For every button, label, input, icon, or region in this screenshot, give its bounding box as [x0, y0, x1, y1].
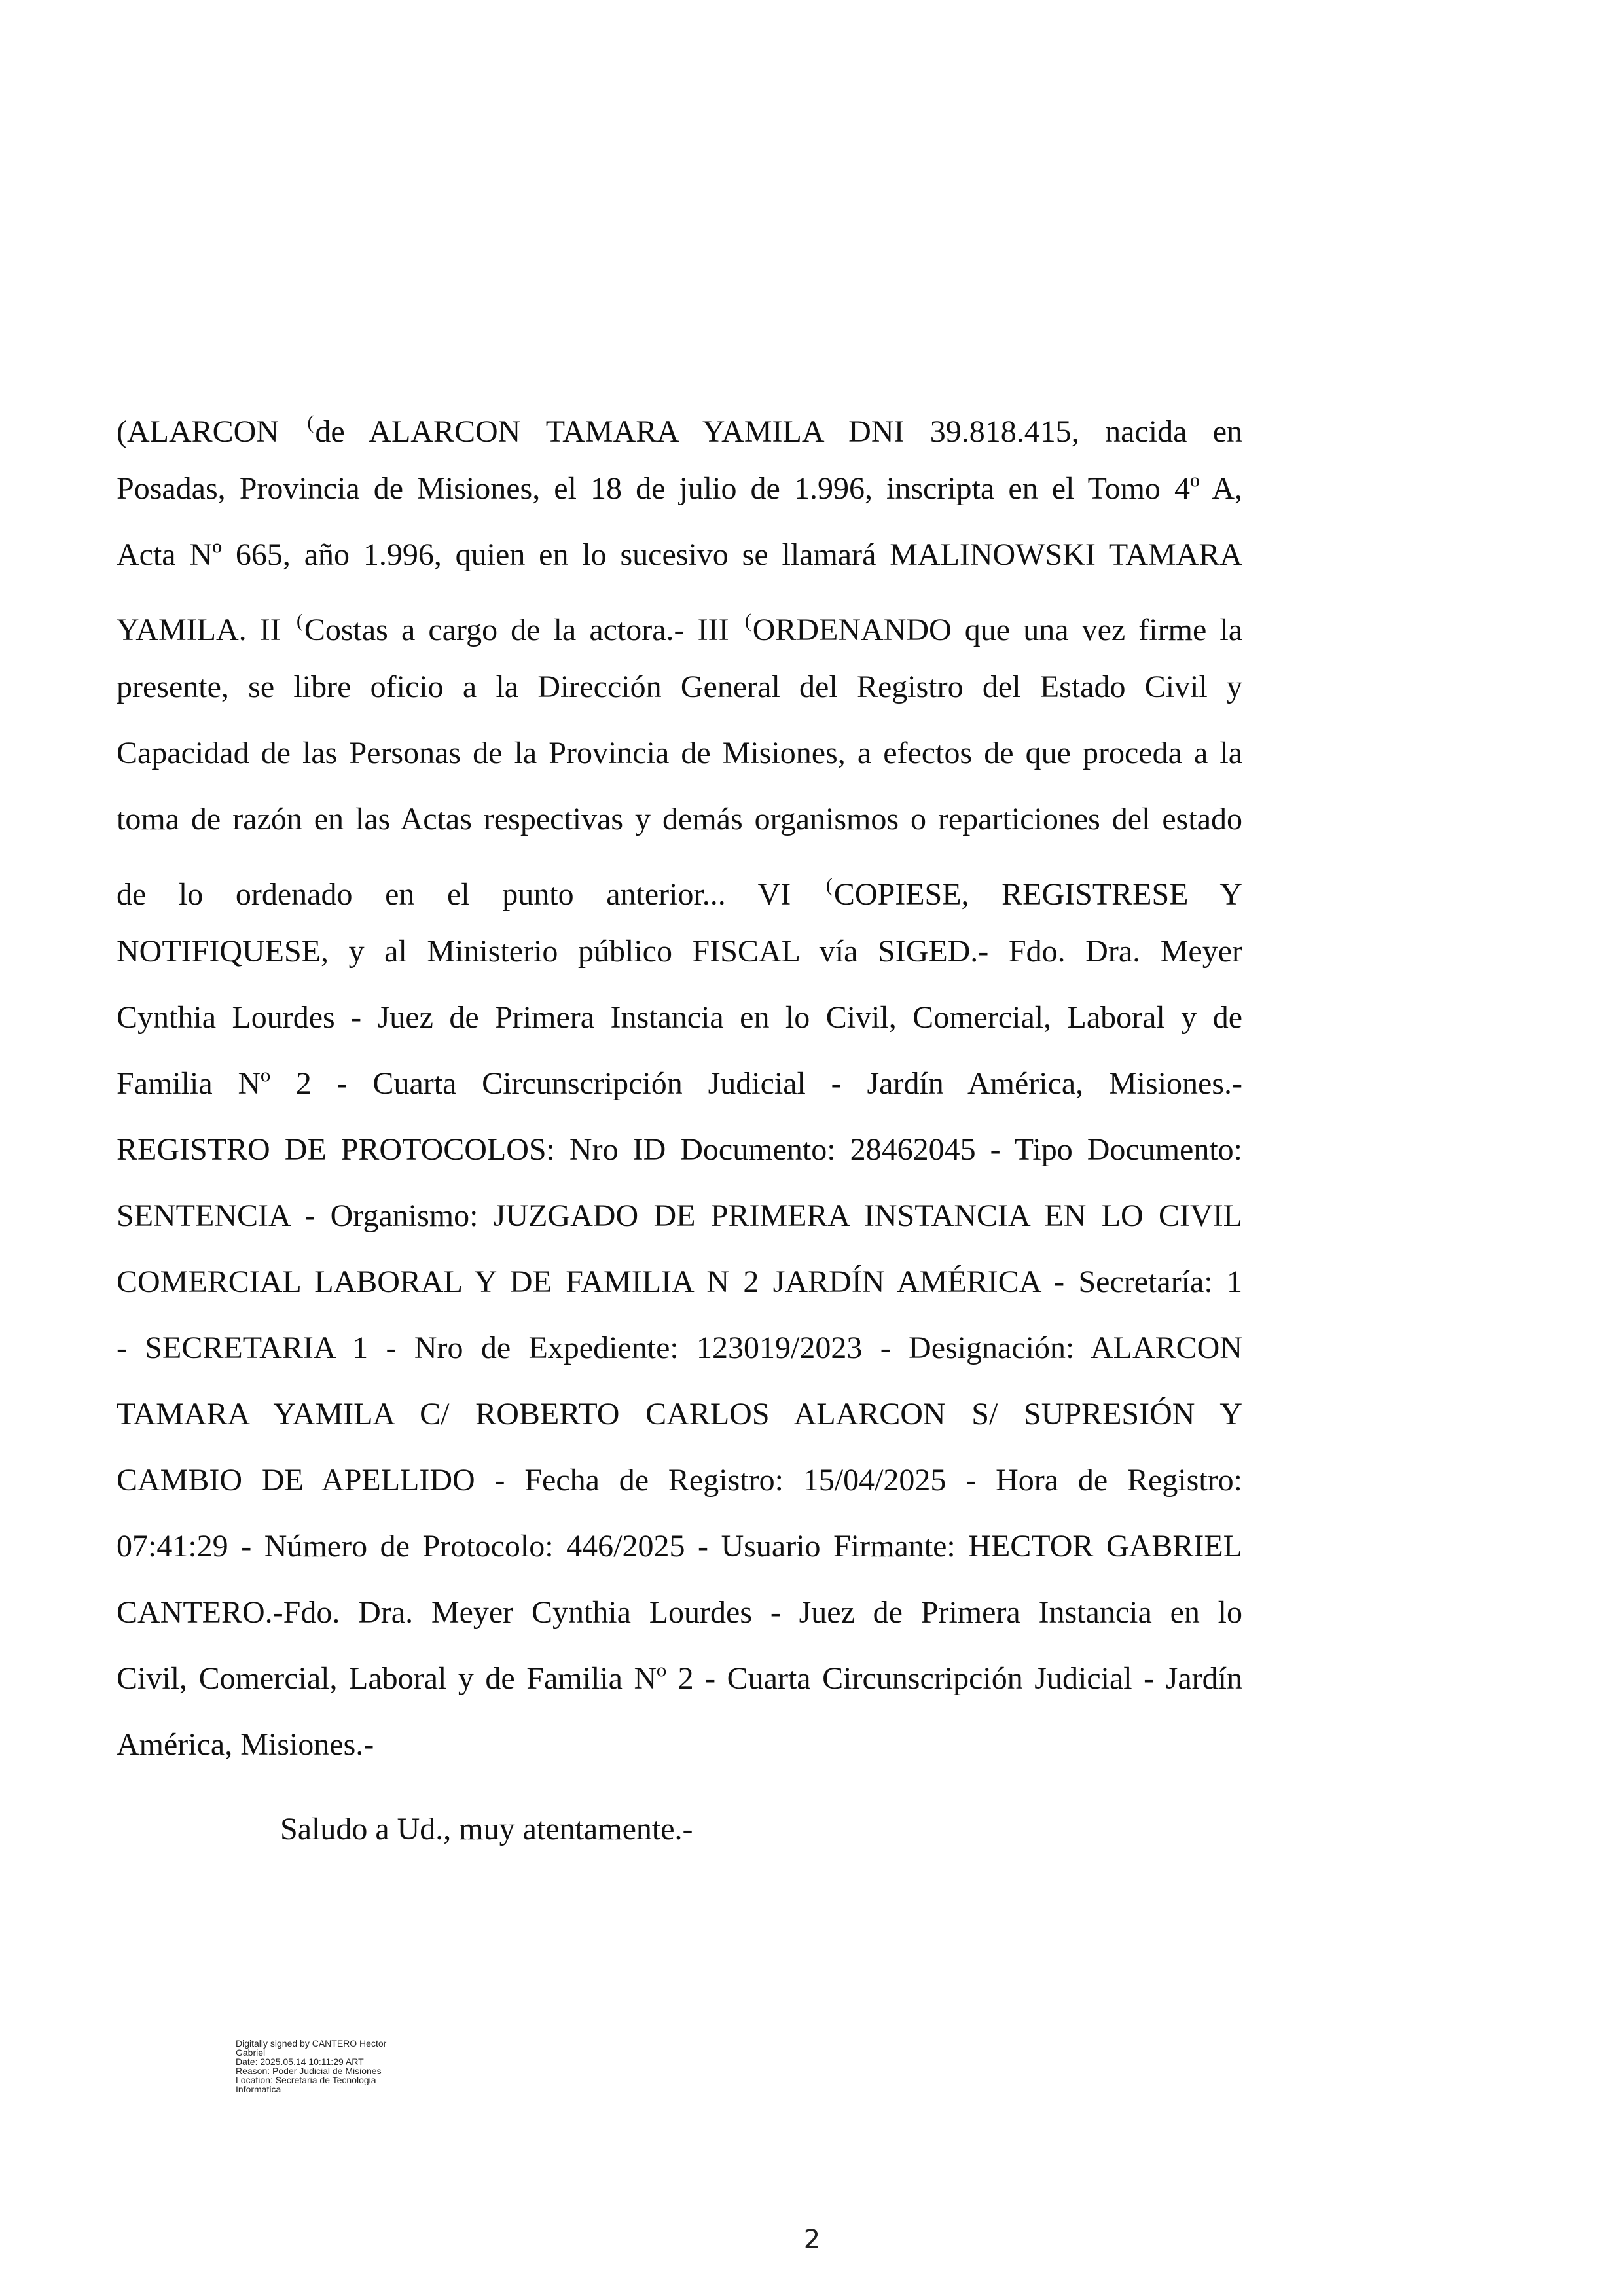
body-line-8	[117, 852, 1242, 918]
body-line-21	[117, 1712, 1242, 1778]
body-line-20-text: Civil, Comercial, Laboral y de Familia Nº 2 - Cuarta Circunscripción Judicial - Jardín	[117, 1661, 1242, 1696]
body-line-11-text: Familia Nº 2 - Cuarta Circunscripción Judicial - Jardín América, Misiones.-	[117, 1066, 1242, 1101]
body-line-8-text-a: de lo ordenado en el punto anterior... VI	[117, 877, 823, 912]
body-line-10	[117, 984, 1242, 1050]
body-line-19-text: CANTERO.-Fdo. Dra. Meyer Cynthia Lourdes - Juez de Primera Instancia en lo	[117, 1595, 1242, 1630]
body-line-14-text: COMERCIAL LABORAL Y DE FAMILIA N 2 JARDÍN AMÉRICA - Secretaría: 1	[117, 1265, 1242, 1299]
body-line-8-superscript-paren: (	[825, 874, 833, 896]
body-line-6	[117, 720, 1242, 786]
body-line-20	[117, 1645, 1242, 1712]
body-line-9	[117, 918, 1242, 984]
body-line-11	[117, 1050, 1242, 1117]
body-line-16-text: TAMARA YAMILA C/ ROBERTO CARLOS ALARCON S/ SUPRESIÓN Y	[117, 1397, 1242, 1431]
signature-line-1: Digitally signed by CANTERO Hector	[236, 2038, 387, 2049]
body-line-15	[117, 1315, 1242, 1381]
body-line-14	[117, 1249, 1242, 1315]
body-line-21-text: América, Misiones.-	[117, 1727, 374, 1762]
body-line-1-text-a: (ALARCON	[117, 414, 305, 449]
body-line-4	[117, 588, 1242, 654]
signature-line-3: Date: 2025.05.14 10:11:29 ART	[236, 2056, 364, 2067]
body-line-2-text: Posadas, Provincia de Misiones, el 18 de julio de 1.996, inscripta en el Tomo 4º A,	[117, 471, 1242, 506]
signature-line-6: Informatica	[236, 2084, 281, 2094]
body-line-7-text: toma de razón en las Actas respectivas y demás organismos o reparticiones del estado	[117, 802, 1242, 836]
body-line-17-text: CAMBIO DE APELLIDO - Fecha de Registro: 15/04/2025 - Hora de Registro:	[117, 1463, 1242, 1498]
body-line-9-text: NOTIFIQUESE, y al Ministerio público FISCAL vía SIGED.- Fdo. Dra. Meyer	[117, 934, 1242, 969]
body-line-6-text: Capacidad de las Personas de la Provincia de Misiones, a efectos de que proceda a la	[117, 736, 1242, 770]
body-line-4-superscript-paren-a: (	[296, 610, 303, 632]
body-line-15-text: - SECRETARIA 1 - Nro de Expediente: 123019/2023 - Designación: ALARCON	[117, 1331, 1242, 1365]
closing-salutation: Saludo a Ud., muy atentamente.-	[280, 1812, 693, 1846]
document-body	[117, 389, 1242, 1778]
body-line-5-text: presente, se libre oficio a la Dirección General del Registro del Estado Civil y	[117, 670, 1242, 704]
body-line-8-text-b: COPIESE, REGISTRESE Y	[833, 877, 1242, 912]
body-line-4-text-b: Costas a cargo de la actora.- III	[304, 613, 742, 647]
page-number: 2	[803, 2225, 821, 2255]
body-line-13-text: SENTENCIA - Organismo: JUZGADO DE PRIMERA INSTANCIA EN LO CIVIL	[117, 1198, 1242, 1233]
body-line-3	[117, 522, 1242, 588]
body-line-12	[117, 1117, 1242, 1183]
body-line-16	[117, 1381, 1242, 1447]
body-line-5	[117, 654, 1242, 720]
body-line-12-text: REGISTRO DE PROTOCOLOS: Nro ID Documento: 28462045 - Tipo Documento:	[117, 1132, 1242, 1167]
body-line-18-text: 07:41:29 - Número de Protocolo: 446/2025 - Usuario Firmante: HECTOR GABRIEL	[117, 1529, 1242, 1564]
body-line-2	[117, 456, 1242, 522]
body-line-4-text-a: YAMILA. II	[117, 613, 294, 647]
body-line-4-text-c: ORDENANDO que una vez firme la	[752, 613, 1242, 647]
signature-line-2: Gabriel	[236, 2047, 266, 2058]
body-line-4-superscript-paren-b: (	[744, 610, 751, 632]
body-line-19	[117, 1579, 1242, 1645]
body-line-13	[117, 1183, 1242, 1249]
signature-line-4: Reason: Poder Judicial de Misiones	[236, 2066, 382, 2076]
body-line-18	[117, 1513, 1242, 1579]
body-line-1-text-b: de ALARCON TAMARA YAMILA DNI 39.818.415, nacida en	[315, 414, 1243, 449]
body-line-7	[117, 786, 1242, 852]
digital-signature-block	[236, 2039, 445, 2094]
body-line-3-text: Acta Nº 665, año 1.996, quien en lo sucesivo se llamará MALINOWSKI TAMARA	[117, 537, 1242, 572]
body-line-10-text: Cynthia Lourdes - Juez de Primera Instancia en lo Civil, Comercial, Laboral y de	[117, 1000, 1242, 1035]
body-line-17	[117, 1447, 1242, 1513]
signature-line-5: Location: Secretaria de Tecnologia	[236, 2075, 376, 2085]
body-line-1-superscript-paren: (	[307, 412, 314, 433]
body-line-1	[117, 389, 1242, 456]
